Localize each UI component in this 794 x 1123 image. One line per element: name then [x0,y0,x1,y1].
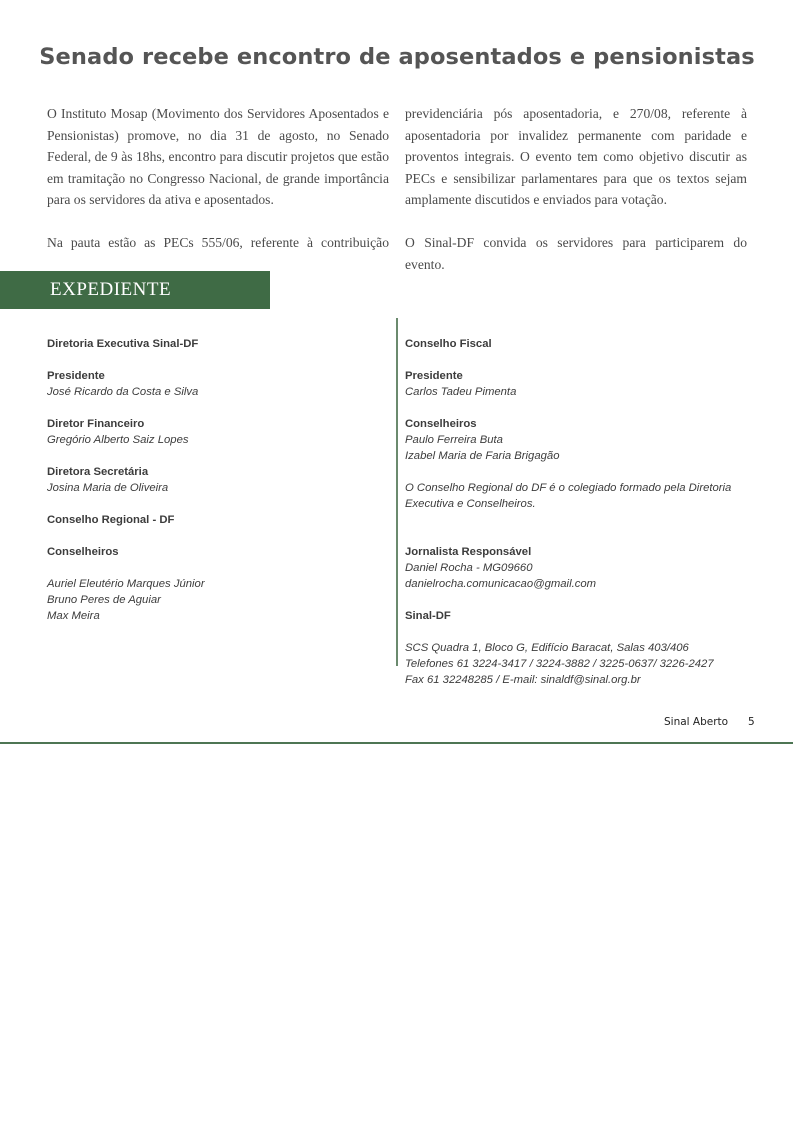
person-name: Gregório Alberto Saiz Lopes [47,434,189,446]
phones-text: Telefones 61 3224-3417 / 3224-3882 / 3225-0637/ 3226-2427 [405,658,714,670]
expediente-right-column [405,336,750,688]
role-label: Presidente [47,370,105,382]
person-name: Bruno Peres de Aguiar [47,594,161,606]
conselho-fiscal-heading: Conselho Fiscal [405,338,492,350]
expediente-banner [0,271,270,309]
article-paragraph: O Instituto Mosap (Movimento dos Servidores Aposentados e Pensionistas) promove, no dia 31 de agosto, no Senado Federal, de 9 às 18hs, encontro para discutir projetos que estão em tramitação no Congresso Nacional, de grande importância para os servidores da ativa e aposentados. [47,106,389,207]
article-title: Senado recebe encontro de aposentados e pensionistas [39,44,755,70]
fax-email-text: Fax 61 32248285 / E-mail: sinaldf@sinal.org.br [405,674,641,686]
article-paragraph: O Sinal-DF convida os servidores para participarem do evento. [405,235,747,272]
person-name: Carlos Tadeu Pimenta [405,386,517,398]
person-name: José Ricardo da Costa e Silva [47,386,199,398]
role-label: Conselheiros [47,546,119,558]
article-column-left [47,103,389,254]
article-paragraph: previdenciária pós aposentadoria, e 270/08, referente à aposentadoria por invalidez permanente com paridade e proventos integrais. O evento tem como objetivo discutir as PECs e sensibilizar parlamentares para que os textos sejam amplamente discutidos e enviados para votação. [405,106,747,207]
person-name: Daniel Rocha - MG09660 [405,562,533,574]
expediente-left-column [47,336,392,624]
conselho-note: Executiva e Conselheiros. [405,498,536,510]
expediente-heading: EXPEDIENTE [50,279,172,300]
diretoria-heading: Diretoria Executiva Sinal-DF [47,338,199,350]
article-paragraph: Na pauta estão as PECs 555/06, referente à contribuição [47,235,389,250]
role-label: Conselheiros [405,418,477,430]
conselho-note: O Conselho Regional do DF é o colegiado formado pela Diretoria [405,482,732,494]
email-text: danielrocha.comunicacao@gmail.com [405,578,597,590]
article-column-right [405,103,747,275]
footer-rule [0,742,793,744]
address-text: SCS Quadra 1, Bloco G, Edifício Baracat, Salas 403/406 [405,642,689,654]
role-label: Jornalista Responsável [405,546,532,558]
role-label: Diretora Secretária [47,466,149,478]
person-name: Auriel Eleutério Marques Júnior [47,578,205,590]
footer-publication: Sinal Aberto [664,716,729,728]
person-name: Max Meira [47,610,100,622]
person-name: Paulo Ferreira Buta [405,434,503,446]
conselho-regional-heading: Conselho Regional - DF [47,514,175,526]
person-name: Izabel Maria de Faria Brigagão [405,450,560,462]
role-label: Diretor Financeiro [47,418,145,430]
role-label: Presidente [405,370,463,382]
sinal-df-heading: Sinal-DF [405,610,451,622]
person-name: Josina Maria de Oliveira [47,482,169,494]
page-number: 5 [748,716,755,728]
column-divider [396,318,398,666]
